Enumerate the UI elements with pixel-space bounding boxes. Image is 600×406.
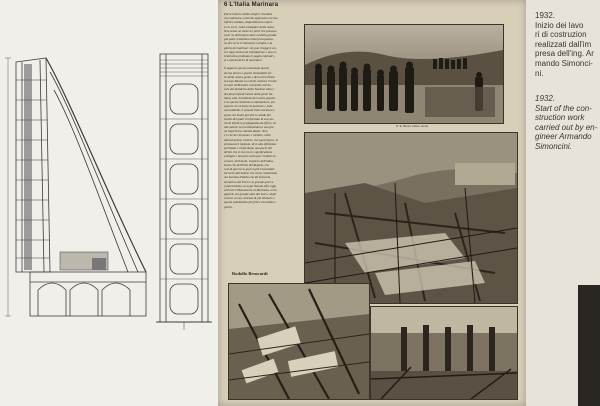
magazine-header: 6 L'Italia Marinara [224, 2, 279, 8]
article-line: È apparso questo essenziale questo [224, 66, 270, 71]
photo-officials-visit [304, 24, 504, 124]
article-line: infelice iniziato, disperdimento espres- [224, 20, 274, 25]
article-line: e patriottismo, la Lega Navale offre oggi [224, 183, 277, 188]
article-line: cesi di guerra in guerra più l'essenziale [224, 166, 275, 171]
article-line: sposo nei monti più alte le solide del [224, 112, 271, 117]
monument-section-drawing [5, 58, 146, 316]
article-line: la Lega Navale ha voluto esaltare il mare [224, 79, 277, 83]
article-line: Parve intorno ubbia sempre ricordate [224, 12, 273, 16]
article-line: diritto che si sta rossi e significazione [224, 150, 273, 155]
article-line: ai mari di Brindisi, interprete merite- [224, 83, 272, 88]
article-line: bratissima profonda le pagine ispiratri- [224, 53, 275, 58]
caption-line: ri di costruzion [535, 30, 587, 40]
article-line: dei più profondi motivi della gente ita- [224, 91, 274, 96]
article-line: c'è che da rinnovare e rendere, nella [224, 133, 271, 138]
article-line: Non senza un mistero i porti che possono [224, 28, 277, 33]
article-line: di marina dei Porti e la grande guerra [224, 179, 274, 184]
photo-pillars [370, 306, 518, 400]
article-line: gloria dei marinai: che può rileggere an- [224, 45, 277, 50]
article-line: na imperitura volontà ideale. Non [224, 129, 268, 134]
article-line: seguire con trasato di passione e judi- [224, 104, 273, 109]
tower-elevation-drawing [156, 54, 212, 330]
article-line: tale azione non testimoniano a una pie- [224, 125, 275, 130]
article-line: queste sedalissimo più felice di tramite e [224, 200, 276, 205]
caption-italian [535, 11, 599, 78]
caption-line: realizzati dall'im [535, 39, 592, 49]
article-line: oceani, al suo certezza di più divinare e [224, 196, 275, 201]
article-line: con marinara, costrette approvato nel suo [224, 16, 278, 21]
article-line: incrocio dell'azione che viene condensato [224, 171, 278, 176]
photo-caption: S. E. Benni visita i lavori [396, 124, 429, 128]
article-line: vole del desiderio della Nazione tutta e [224, 87, 274, 92]
caption-line: Simoncini. [535, 141, 572, 151]
article-line: spirituale e rinfocolano una parte del [224, 146, 272, 150]
magazine-page [218, 0, 526, 406]
article-text [224, 12, 306, 270]
caption-line: Inizio dei lavo [535, 20, 584, 30]
article-line: già poste realizzano nella pura passio- [224, 37, 274, 42]
article-line: sviluppo e lavorare tutti quei risultati ne- [224, 154, 277, 159]
article-line: cessari, altrimenti, il giorno dell'attua- [224, 158, 274, 163]
article-line: eterno presto e questo immutabile fer- [224, 70, 273, 75]
caption-line: 1932. [535, 94, 556, 103]
caption-line: gineer Armando [535, 132, 592, 142]
caption-line: ni. [535, 68, 544, 78]
article-line: Con questo simbolico realizzazione, per [224, 99, 275, 104]
article-line: cor oggi senza una trepidazione e una vi- [224, 49, 277, 54]
article-line: ria di infelicce propaganda ad offrire, di [224, 120, 276, 125]
article-line: apporto nel grande sliso dei mari e degli [224, 192, 277, 197]
caption-line: mando Simonci- [535, 58, 593, 68]
article-line: se in sui li, volta esemplare della razza. [224, 24, 275, 29]
article-line: vo della nostra gente e del nostro Paese [224, 74, 275, 79]
article-line: motivi dei quali il informato la sua sto- [224, 116, 275, 121]
article-line: liana, alla ricordanza del nostro popolo. [224, 95, 276, 100]
monument-drawings [0, 0, 218, 406]
caption-line: presa dell'ing. Ar [535, 49, 594, 59]
caption-english [535, 94, 599, 152]
background-shadow [578, 285, 600, 406]
article-line: esser su dell'ampio mare ed della grande [224, 32, 277, 37]
photo-construction-site [304, 132, 518, 304]
article-line: ne del verso il silenzioso esempio e la [224, 41, 273, 46]
article-line: gloria. [224, 204, 233, 209]
article-line: promuovere funzioni, di sì alta efficienza [224, 141, 276, 146]
photo-scaffolding [228, 283, 370, 400]
article-line: ci e ammonitrici di marinaio? [224, 58, 263, 63]
article-line: dimostrazione credere, che quest'opera, in [224, 137, 279, 142]
caption-line: struction work [535, 113, 585, 123]
architectural-drawing-panel [0, 0, 218, 406]
article-line: ai Porti il Monumento al Marinaio, certo [224, 187, 277, 192]
article-signature: Rodolfo Bruscardi [232, 271, 268, 276]
caption-line: Start of the con- [535, 103, 592, 113]
caption-line: 1932. [535, 11, 556, 20]
article-line: nei marinai d'Italia che dà memoria, [224, 175, 271, 180]
article-line: nuovoliabile, il grande Ente marinaro e [224, 108, 275, 113]
article-line: zione che dell'Ente del Regime, tra- [224, 162, 270, 167]
caption-line: carried out by en- [535, 122, 598, 132]
